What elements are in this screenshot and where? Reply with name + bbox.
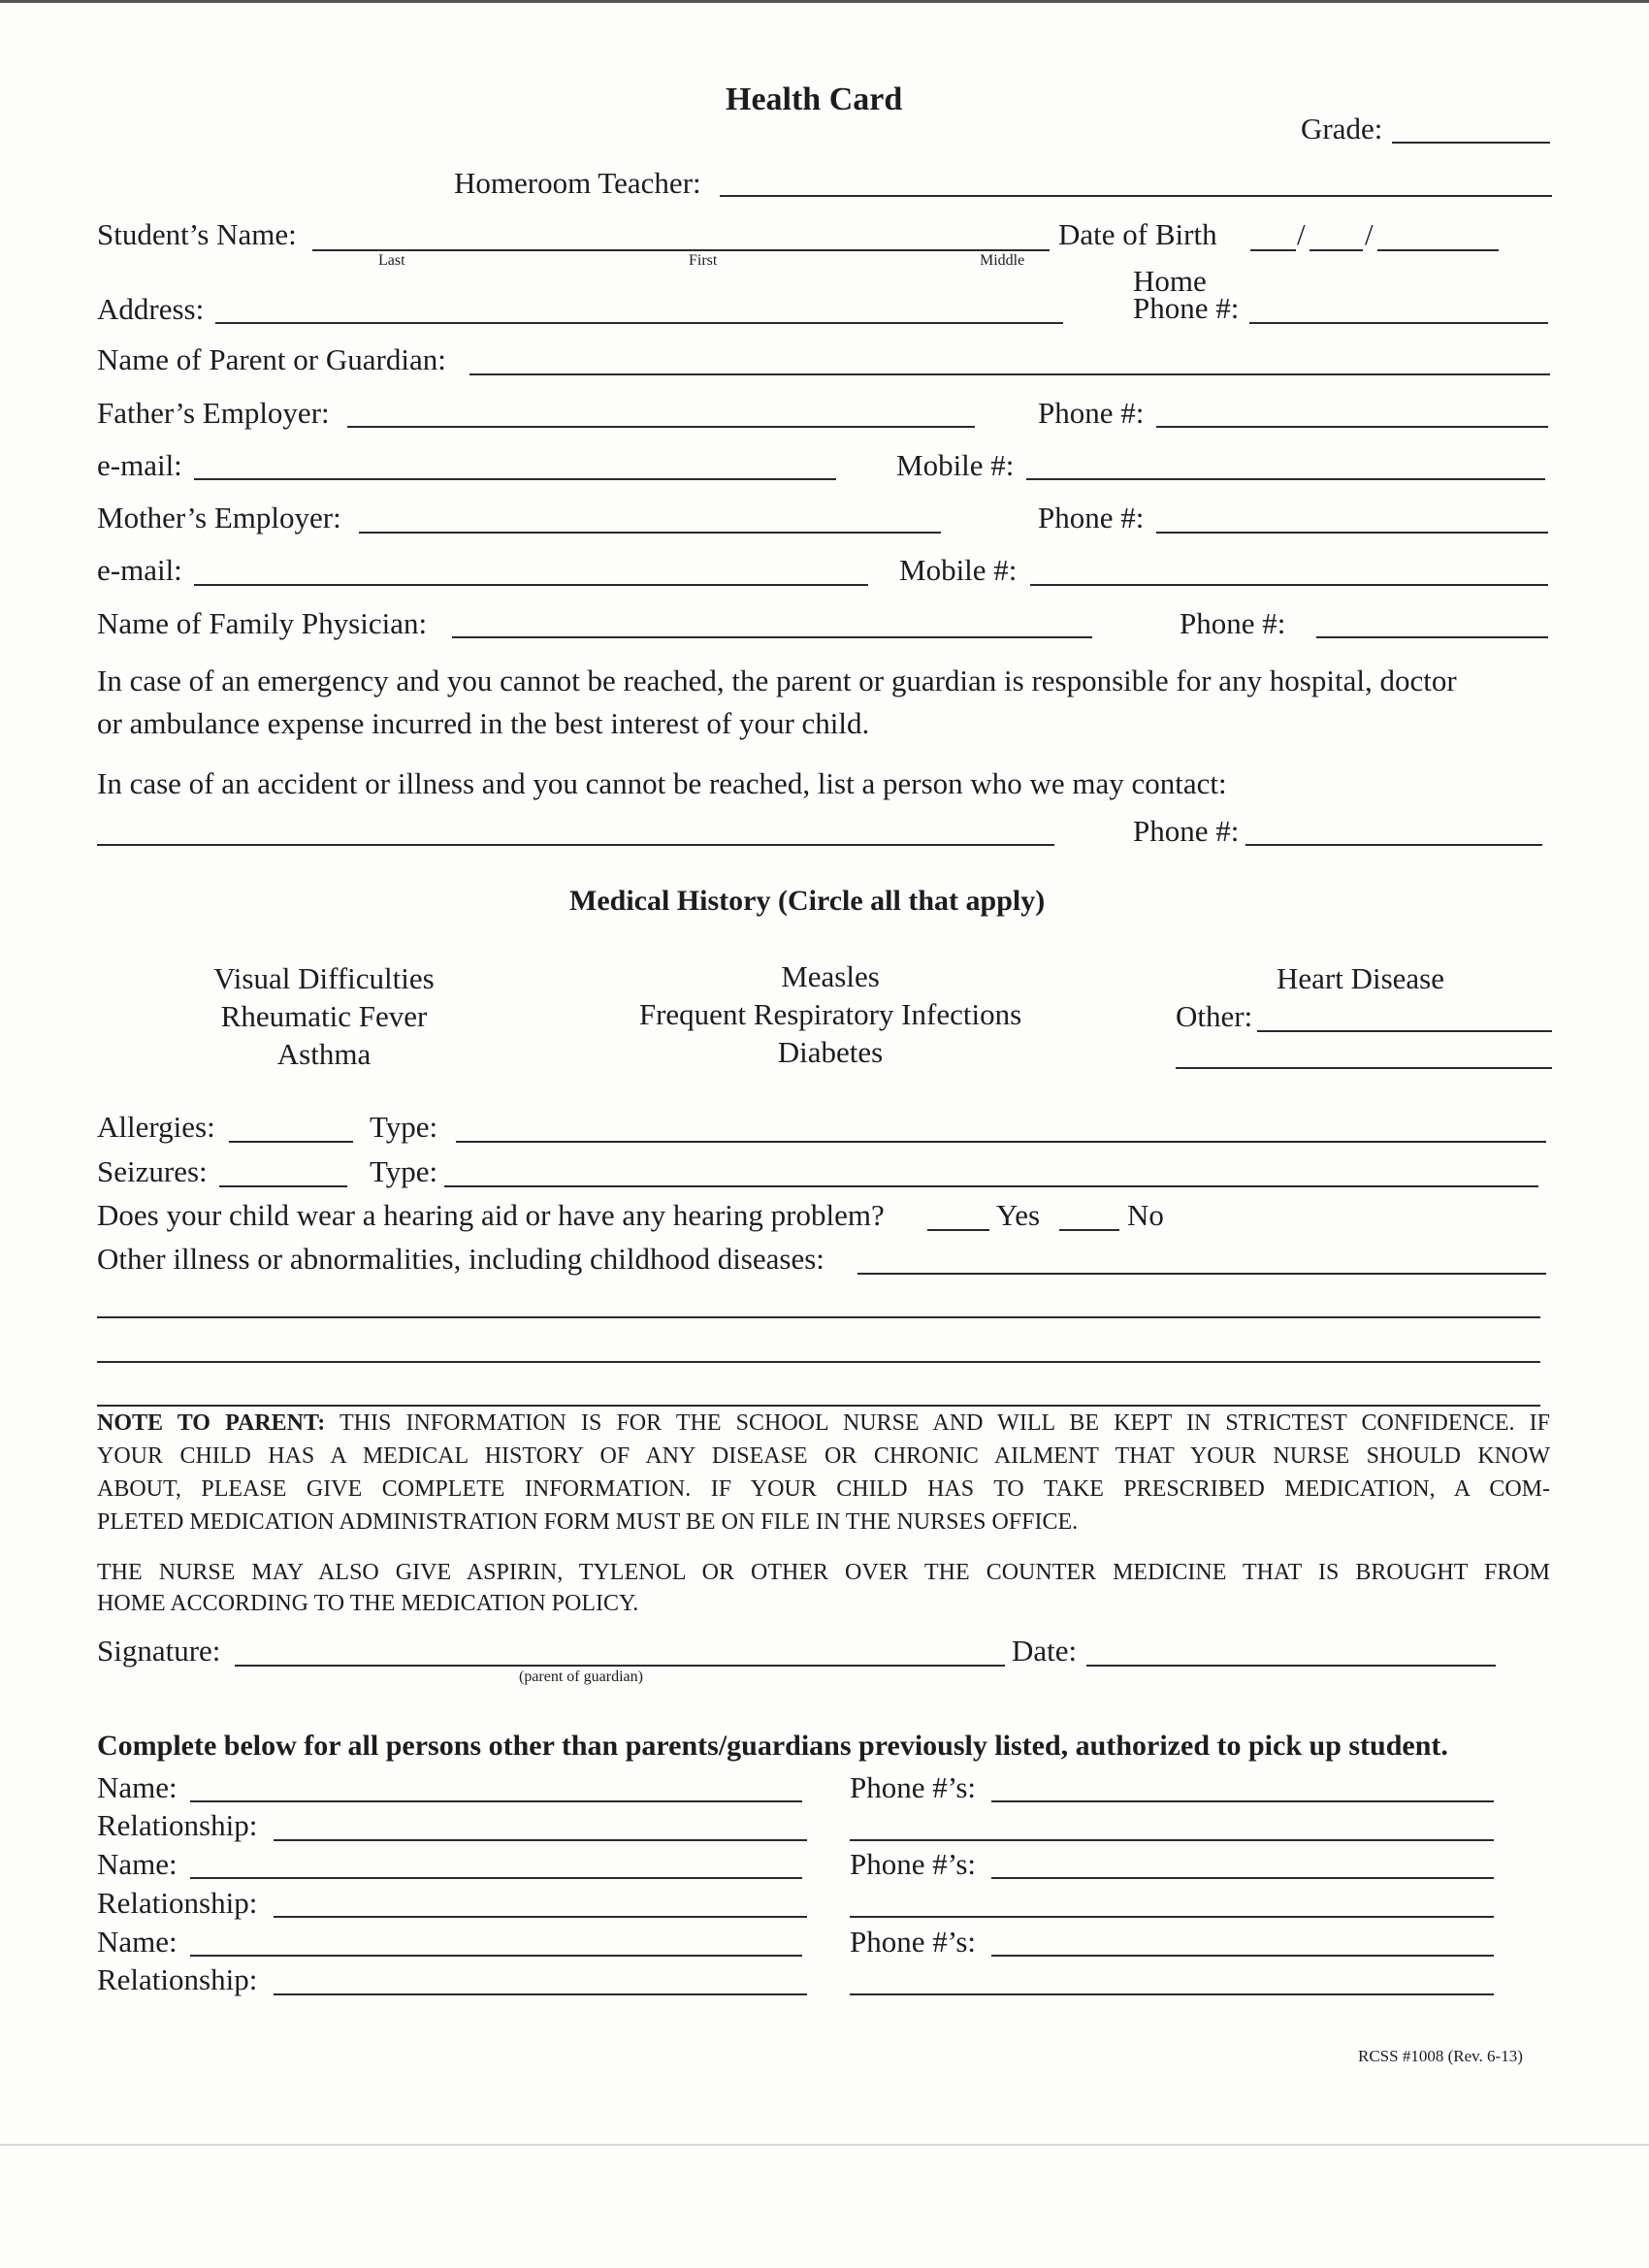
pickup-name-field-2[interactable] xyxy=(190,1877,802,1879)
hearing-yes-label: Yes xyxy=(996,1198,1041,1232)
note-line-4: PLETED MEDICATION ADMINISTRATION FORM MUST BE ON FILE IN THE NURSES OFFICE. xyxy=(97,1509,1079,1535)
accident-text: In case of an accident or illness and you cannot be reached, list a person who we may contact: xyxy=(97,766,1227,800)
mother-email-field[interactable] xyxy=(194,584,868,586)
pickup-name-label-1: Name: xyxy=(97,1770,178,1804)
contact-phone-label: Phone #: xyxy=(1133,814,1240,848)
father-email-label: e-mail: xyxy=(97,448,182,482)
date-label: Date: xyxy=(1012,1634,1078,1668)
physician-field[interactable] xyxy=(452,636,1092,638)
pickup-phones-field-3[interactable] xyxy=(991,1955,1494,1957)
condition-measles[interactable]: Measles xyxy=(781,959,880,993)
physician-phone-label: Phone #: xyxy=(1180,606,1286,640)
pickup-relationship-field-2[interactable] xyxy=(274,1916,807,1918)
grade-field[interactable] xyxy=(1392,142,1550,144)
nurse-line-1: THE NURSE MAY ALSO GIVE ASPIRIN, TYLENOL OR OTHER OVER THE COUNTER MEDICINE THAT IS BROUGHT FROM xyxy=(97,1560,1550,1585)
father-mobile-field[interactable] xyxy=(1026,478,1545,480)
condition-frequent-respiratory-infections[interactable]: Frequent Respiratory Infections xyxy=(638,997,1022,1031)
seizures-field[interactable] xyxy=(219,1185,347,1187)
student-name-label: Student’s Name: xyxy=(97,217,297,251)
name-sub-first: First xyxy=(689,252,718,269)
pickup-relationship-label-1: Relationship: xyxy=(97,1808,258,1842)
dob-sep-1: / xyxy=(1297,217,1306,251)
parent-label: Name of Parent or Guardian: xyxy=(97,342,446,376)
father-employer-label: Father’s Employer: xyxy=(97,396,330,430)
pickup-name-label-3: Name: xyxy=(97,1925,178,1959)
signature-field[interactable] xyxy=(235,1665,1005,1667)
physician-phone-field[interactable] xyxy=(1316,636,1548,638)
pickup-phones-field-3b[interactable] xyxy=(850,1993,1494,1995)
condition-rheumatic-fever[interactable]: Rheumatic Fever xyxy=(220,999,428,1033)
mother-mobile-field[interactable] xyxy=(1030,584,1548,586)
hearing-no-field[interactable] xyxy=(1059,1229,1119,1231)
other-illness-label: Other illness or abnormalities, including childhood diseases: xyxy=(97,1242,824,1276)
physician-label: Name of Family Physician: xyxy=(97,606,428,640)
address-label: Address: xyxy=(97,292,205,326)
other-condition-field[interactable] xyxy=(1257,1030,1552,1032)
dob-label: Date of Birth xyxy=(1058,217,1217,251)
home-phone-label-1: Home xyxy=(1133,264,1207,298)
note-line-3: ABOUT, PLEASE GIVE COMPLETE INFORMATION. IF YOUR CHILD HAS TO TAKE PRESCRIBED MEDICATION, A COM- xyxy=(97,1476,1550,1502)
pickup-phones-field-1b[interactable] xyxy=(850,1839,1494,1841)
dob-year-field[interactable] xyxy=(1377,249,1499,251)
mother-employer-label: Mother’s Employer: xyxy=(97,501,341,535)
contact-phone-field[interactable] xyxy=(1245,844,1542,846)
allergies-label: Allergies: xyxy=(97,1110,215,1144)
nurse-line-2: HOME ACCORDING TO THE MEDICATION POLICY. xyxy=(97,1591,639,1616)
contact-person-field[interactable] xyxy=(97,844,1054,846)
pickup-name-field-3[interactable] xyxy=(190,1955,802,1957)
seizures-label: Seizures: xyxy=(97,1154,208,1188)
form-title: Health Card xyxy=(726,81,903,117)
pickup-phones-field-2[interactable] xyxy=(991,1877,1494,1879)
allergies-field[interactable] xyxy=(229,1141,353,1143)
condition-diabetes[interactable]: Diabetes xyxy=(777,1035,884,1069)
father-phone-label: Phone #: xyxy=(1038,396,1145,430)
pickup-phones-label-2: Phone #’s: xyxy=(850,1847,977,1881)
homeroom-field[interactable] xyxy=(720,195,1552,197)
home-phone-label-2: Phone #: xyxy=(1133,291,1240,325)
other-illness-field-3[interactable] xyxy=(97,1361,1540,1363)
scan-top-edge xyxy=(0,0,1649,3)
note-line-1 xyxy=(97,1408,1550,1440)
pickup-phones-label-3: Phone #’s: xyxy=(850,1925,977,1959)
other-illness-field[interactable] xyxy=(857,1273,1546,1275)
other-illness-field-4[interactable] xyxy=(97,1405,1540,1407)
pickup-relationship-label-2: Relationship: xyxy=(97,1886,258,1920)
hearing-no-label: No xyxy=(1127,1198,1164,1232)
pickup-heading: Complete below for all persons other than parents/guardians previously listed, authorized to pick up student. xyxy=(97,1730,1448,1762)
condition-heart-disease[interactable]: Heart Disease xyxy=(1277,961,1444,995)
allergies-type-field[interactable] xyxy=(456,1141,1546,1143)
hearing-yes-field[interactable] xyxy=(927,1229,989,1231)
homeroom-label: Homeroom Teacher: xyxy=(454,166,701,200)
note-lead: NOTE TO PARENT: xyxy=(97,1410,326,1436)
mother-phone-field[interactable] xyxy=(1156,532,1548,534)
pickup-phones-field-1[interactable] xyxy=(991,1800,1494,1802)
signature-label: Signature: xyxy=(97,1634,221,1668)
father-mobile-label: Mobile #: xyxy=(896,448,1015,482)
pickup-relationship-field-3[interactable] xyxy=(274,1993,807,1995)
pickup-relationship-field-1[interactable] xyxy=(274,1839,807,1841)
mother-phone-label: Phone #: xyxy=(1038,501,1145,535)
other-condition-label: Other: xyxy=(1176,999,1253,1033)
home-phone-field[interactable] xyxy=(1249,322,1548,324)
hearing-question: Does your child wear a hearing aid or have any hearing problem? xyxy=(97,1198,885,1232)
other-condition-field-2[interactable] xyxy=(1176,1067,1552,1069)
mother-email-label: e-mail: xyxy=(97,553,182,587)
pickup-name-field-1[interactable] xyxy=(190,1800,802,1802)
medical-history-heading: Medical History (Circle all that apply) xyxy=(569,885,1046,917)
allergies-type-label: Type: xyxy=(370,1110,438,1144)
emergency-text-1: In case of an emergency and you cannot be reached, the parent or guardian is responsible for any hospital, doctor xyxy=(97,664,1457,697)
seizures-type-label: Type: xyxy=(370,1154,438,1188)
scan-bottom-edge xyxy=(0,2144,1649,2146)
dob-sep-2: / xyxy=(1365,217,1374,251)
father-employer-field[interactable] xyxy=(347,426,975,428)
name-sub-last: Last xyxy=(378,252,405,269)
father-email-field[interactable] xyxy=(194,478,836,480)
address-field[interactable] xyxy=(215,322,1063,324)
emergency-text-2: or ambulance expense incurred in the best interest of your child. xyxy=(97,706,870,740)
name-sub-middle: Middle xyxy=(980,252,1025,269)
date-field[interactable] xyxy=(1086,1665,1496,1667)
pickup-phones-label-1: Phone #’s: xyxy=(850,1770,977,1804)
father-phone-field[interactable] xyxy=(1156,426,1548,428)
mother-employer-field[interactable] xyxy=(359,532,941,534)
note-line-2: YOUR CHILD HAS A MEDICAL HISTORY OF ANY DISEASE OR CHRONIC AILMENT THAT YOUR NURSE SHOULD KNOW xyxy=(97,1443,1550,1469)
dob-month-field[interactable] xyxy=(1250,249,1296,251)
grade-label: Grade: xyxy=(1301,112,1383,146)
dob-day-field[interactable] xyxy=(1310,249,1363,251)
note-line-1-text: THIS INFORMATION IS FOR THE SCHOOL NURSE AND WILL BE KEPT IN STRICTEST CONFIDENCE. IF xyxy=(325,1410,1550,1436)
mother-mobile-label: Mobile #: xyxy=(899,553,1018,587)
seizures-type-field[interactable] xyxy=(444,1185,1538,1187)
pickup-relationship-label-3: Relationship: xyxy=(97,1962,258,1996)
parent-field[interactable] xyxy=(469,373,1550,375)
pickup-phones-field-2b[interactable] xyxy=(850,1916,1494,1918)
student-name-field[interactable] xyxy=(312,249,1050,251)
condition-visual-difficulties[interactable]: Visual Difficulties xyxy=(213,961,435,995)
other-illness-field-2[interactable] xyxy=(97,1316,1540,1318)
pickup-name-label-2: Name: xyxy=(97,1847,178,1881)
condition-asthma[interactable]: Asthma xyxy=(276,1037,372,1071)
signature-sub: (parent of guardian) xyxy=(519,1669,643,1685)
form-code: RCSS #1008 (Rev. 6-13) xyxy=(1358,2047,1523,2065)
